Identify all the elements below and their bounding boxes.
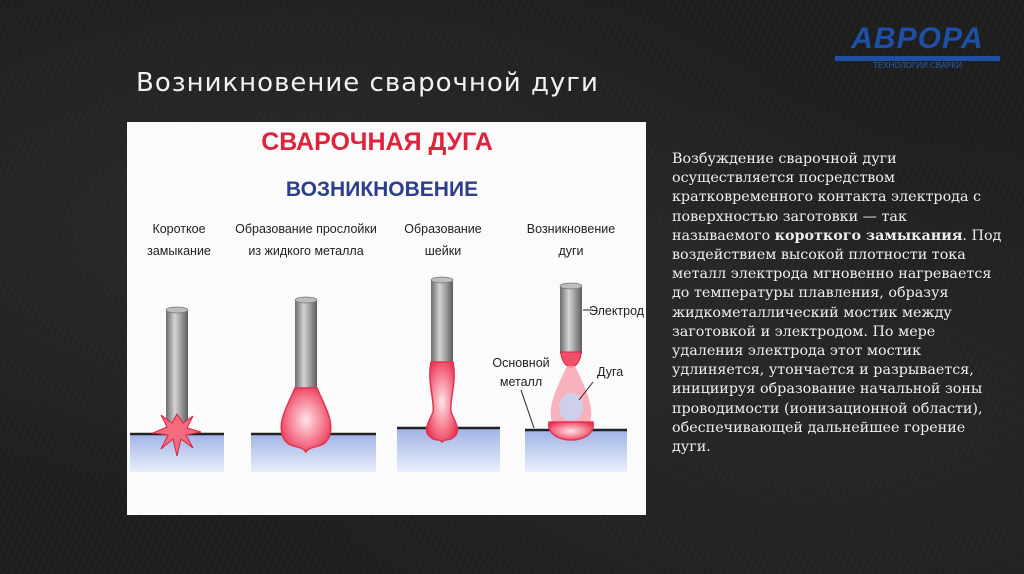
label-arc: Дуга bbox=[597, 365, 624, 379]
molten-bridge bbox=[281, 388, 331, 452]
stage-3-caption-line2: шейки bbox=[424, 244, 462, 258]
electrode-rod bbox=[560, 286, 582, 354]
description-part-1: Возбуждение сварочной дуги осуществляется посредством кратковременного контакта электрода с поверхностью заготовки — так называемого bbox=[672, 151, 982, 244]
company-logo bbox=[830, 22, 1005, 70]
welding-arc-figure bbox=[127, 122, 646, 515]
logo-name: АВРОРА bbox=[851, 22, 984, 55]
electrode-rod bbox=[166, 310, 188, 422]
label-base-metal-line2: металл bbox=[499, 375, 543, 389]
stage-3-neck bbox=[397, 277, 500, 472]
stage-3-caption-line1: Образование bbox=[404, 222, 482, 236]
stage-1-caption-line2: замыкание bbox=[147, 244, 211, 258]
description-part-2: . Под воздействием высокой плотности тока металл электрода мгновенно нагревается до температуры плавления, образуя жидкометаллический мостик между заготовкой и электродом. По мере удаления электрода этот мостик удлиняется, утончается и разрывается, инициируя образование начальной зоны проводимости (ионизационной области), обеспечивающей дальнейшее горение дуги. bbox=[672, 227, 1002, 456]
label-base-metal-line1: Основной bbox=[492, 356, 550, 370]
electrode-drop bbox=[561, 352, 581, 368]
description-text bbox=[672, 150, 1007, 457]
description-bold: короткого замыкания bbox=[774, 227, 963, 244]
stage-4-caption-line2: дуги bbox=[558, 244, 584, 258]
stage-4-caption-line1: Возникновение bbox=[526, 222, 616, 236]
stage-2-caption-line2: из жидкого металла bbox=[248, 244, 364, 258]
electrode-rod bbox=[295, 300, 317, 392]
molten-neck bbox=[426, 362, 457, 442]
label-electrode: Электрод bbox=[589, 304, 645, 318]
electrode-rod bbox=[431, 280, 453, 364]
stage-1-caption-line1: Короткое bbox=[152, 222, 206, 236]
slide-title: Возникновение сварочной дуги bbox=[136, 68, 599, 98]
stage-2-caption-line1: Образование прослойки bbox=[235, 222, 377, 236]
stage-1-short-circuit bbox=[130, 307, 224, 472]
welding-arc-diagram bbox=[127, 122, 646, 515]
logo-tagline: ТЕХНОЛОГИИ СВАРКИ bbox=[873, 61, 962, 70]
arc-core bbox=[559, 393, 583, 421]
figure-title: СВАРОЧНАЯ ДУГА bbox=[261, 128, 493, 156]
base-metal-leader bbox=[521, 390, 534, 428]
stage-2-molten-layer bbox=[251, 297, 376, 472]
stage-4-arc bbox=[492, 283, 644, 472]
figure-subtitle: ВОЗНИКНОВЕНИЕ bbox=[285, 178, 479, 201]
